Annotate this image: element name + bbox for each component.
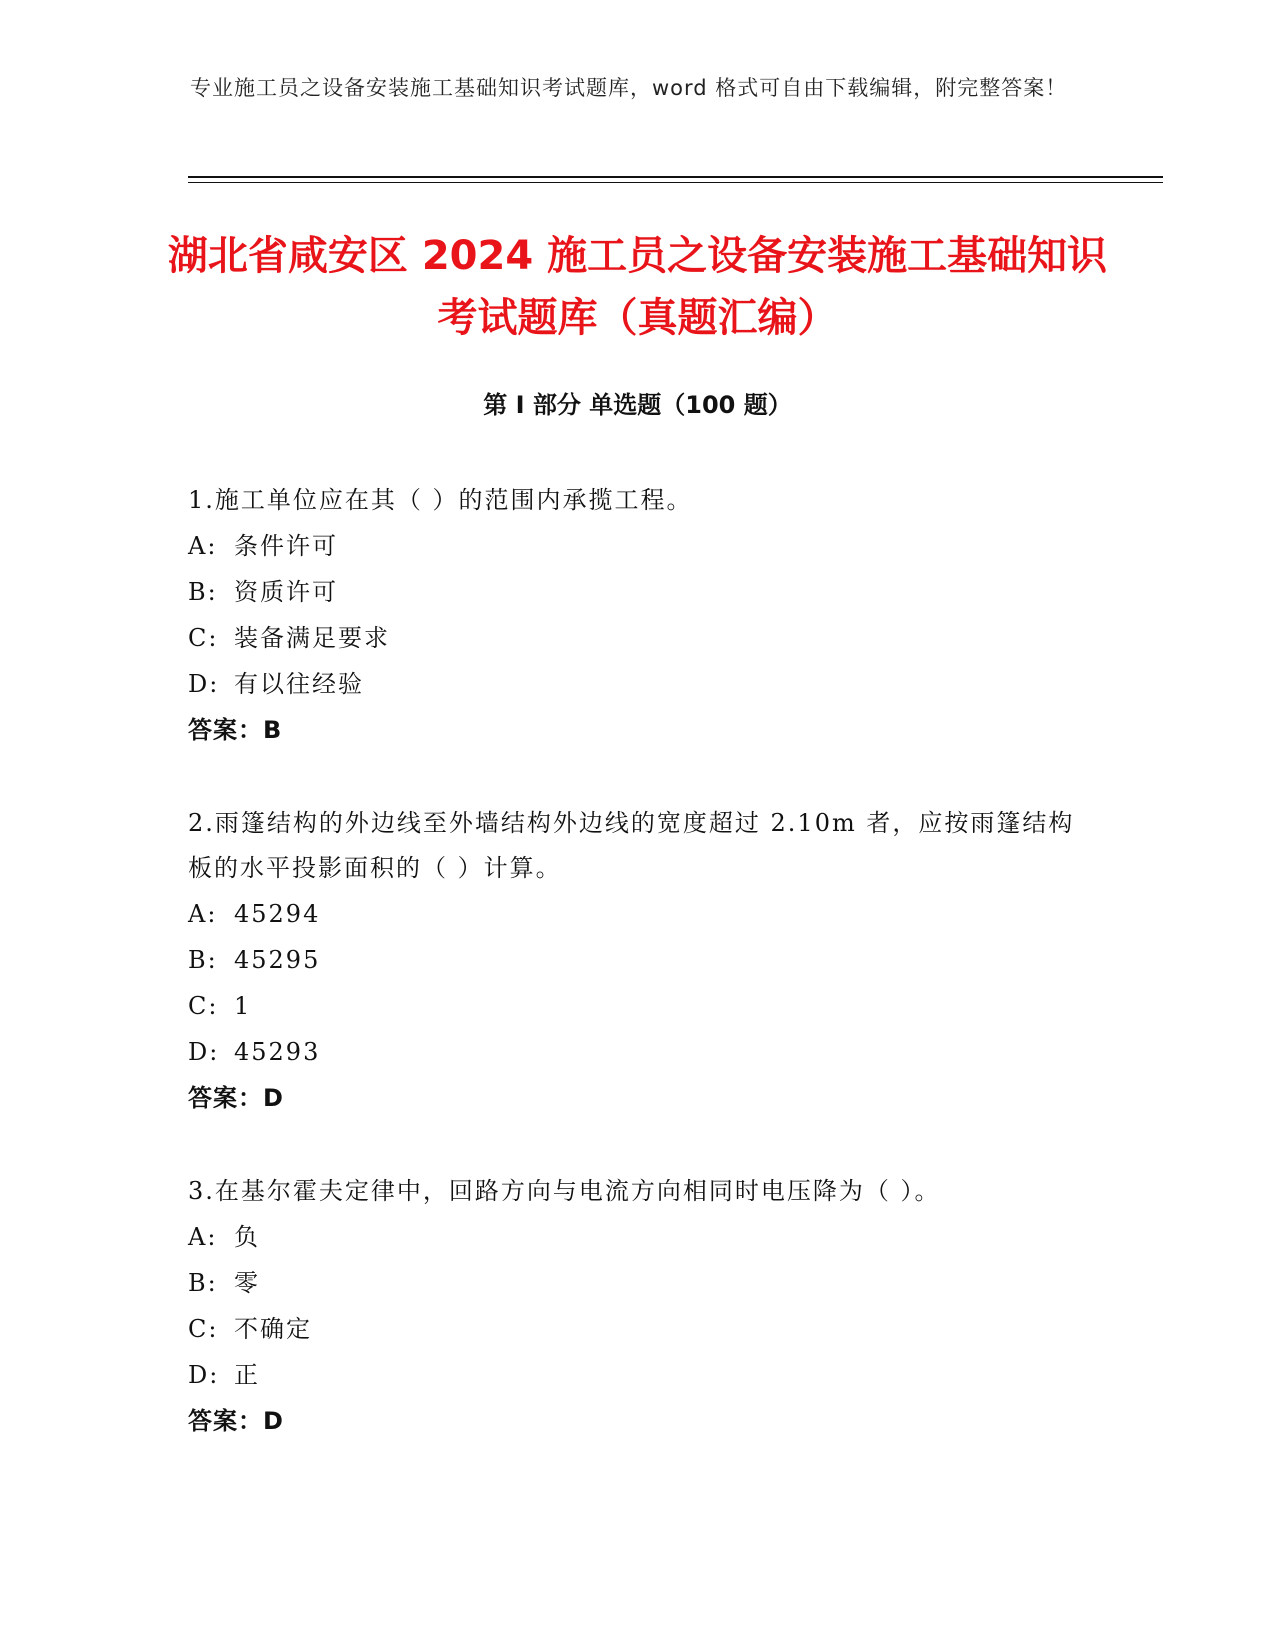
option-text: 零 <box>234 1269 260 1297</box>
question-list <box>188 478 1088 1492</box>
option-b <box>188 569 1088 615</box>
answer-label: 答案：D <box>188 1084 284 1112</box>
answer-label: 答案：B <box>188 716 283 744</box>
question-stem: 3.在基尔霍夫定律中，回路方向与电流方向相同时电压降为（ ）。 <box>188 1177 941 1205</box>
option-b <box>188 937 1088 983</box>
option-d <box>188 661 1088 707</box>
document-title: 湖北省咸安区 2024 施工员之设备安装施工基础知识考试题库（真题汇编） <box>167 233 1108 341</box>
option-text: 45293 <box>234 1038 321 1066</box>
option-c <box>188 1306 1088 1352</box>
option-letter: B: <box>188 578 218 606</box>
question-3 <box>188 1169 1088 1444</box>
option-text: 不确定 <box>234 1315 312 1343</box>
option-text: 资质许可 <box>234 578 338 606</box>
header-divider-thin <box>188 182 1163 183</box>
option-text: 负 <box>234 1223 260 1251</box>
option-text: 装备满足要求 <box>234 624 390 652</box>
option-a <box>188 523 1088 569</box>
option-letter: C: <box>188 624 219 652</box>
option-c <box>188 983 1088 1029</box>
option-a <box>188 891 1088 937</box>
option-letter: C: <box>188 992 219 1020</box>
header-note: 专业施工员之设备安装施工基础知识考试题库，word 格式可自由下载编辑，附完整答案！ <box>190 76 1068 100</box>
question-1 <box>188 478 1088 753</box>
option-text: 45295 <box>234 946 321 974</box>
option-text: 45294 <box>234 900 321 928</box>
option-letter: B: <box>188 1269 218 1297</box>
option-text: 有以往经验 <box>234 670 364 698</box>
option-letter: D: <box>188 670 220 698</box>
option-d <box>188 1352 1088 1398</box>
option-letter: A: <box>188 532 218 560</box>
option-letter: C: <box>188 1315 219 1343</box>
option-letter: A: <box>188 900 218 928</box>
option-letter: A: <box>188 1223 218 1251</box>
question-2 <box>188 801 1088 1121</box>
option-text: 1 <box>234 992 252 1020</box>
option-b <box>188 1260 1088 1306</box>
option-c <box>188 615 1088 661</box>
option-text: 正 <box>234 1361 260 1389</box>
option-letter: D: <box>188 1361 220 1389</box>
section-heading: 第 I 部分 单选题（100 题） <box>483 391 792 419</box>
question-stem: 1.施工单位应在其（ ）的范围内承揽工程。 <box>188 486 693 514</box>
option-text: 条件许可 <box>234 532 338 560</box>
option-letter: D: <box>188 1038 220 1066</box>
option-letter: B: <box>188 946 218 974</box>
option-a <box>188 1214 1088 1260</box>
answer-label: 答案：D <box>188 1407 284 1435</box>
question-stem: 2.雨篷结构的外边线至外墙结构外边线的宽度超过 2.10m 者，应按雨篷结构板的水平投影面积的（ ）计算。 <box>188 809 1075 882</box>
option-d <box>188 1029 1088 1075</box>
header-divider-thick <box>188 176 1163 178</box>
